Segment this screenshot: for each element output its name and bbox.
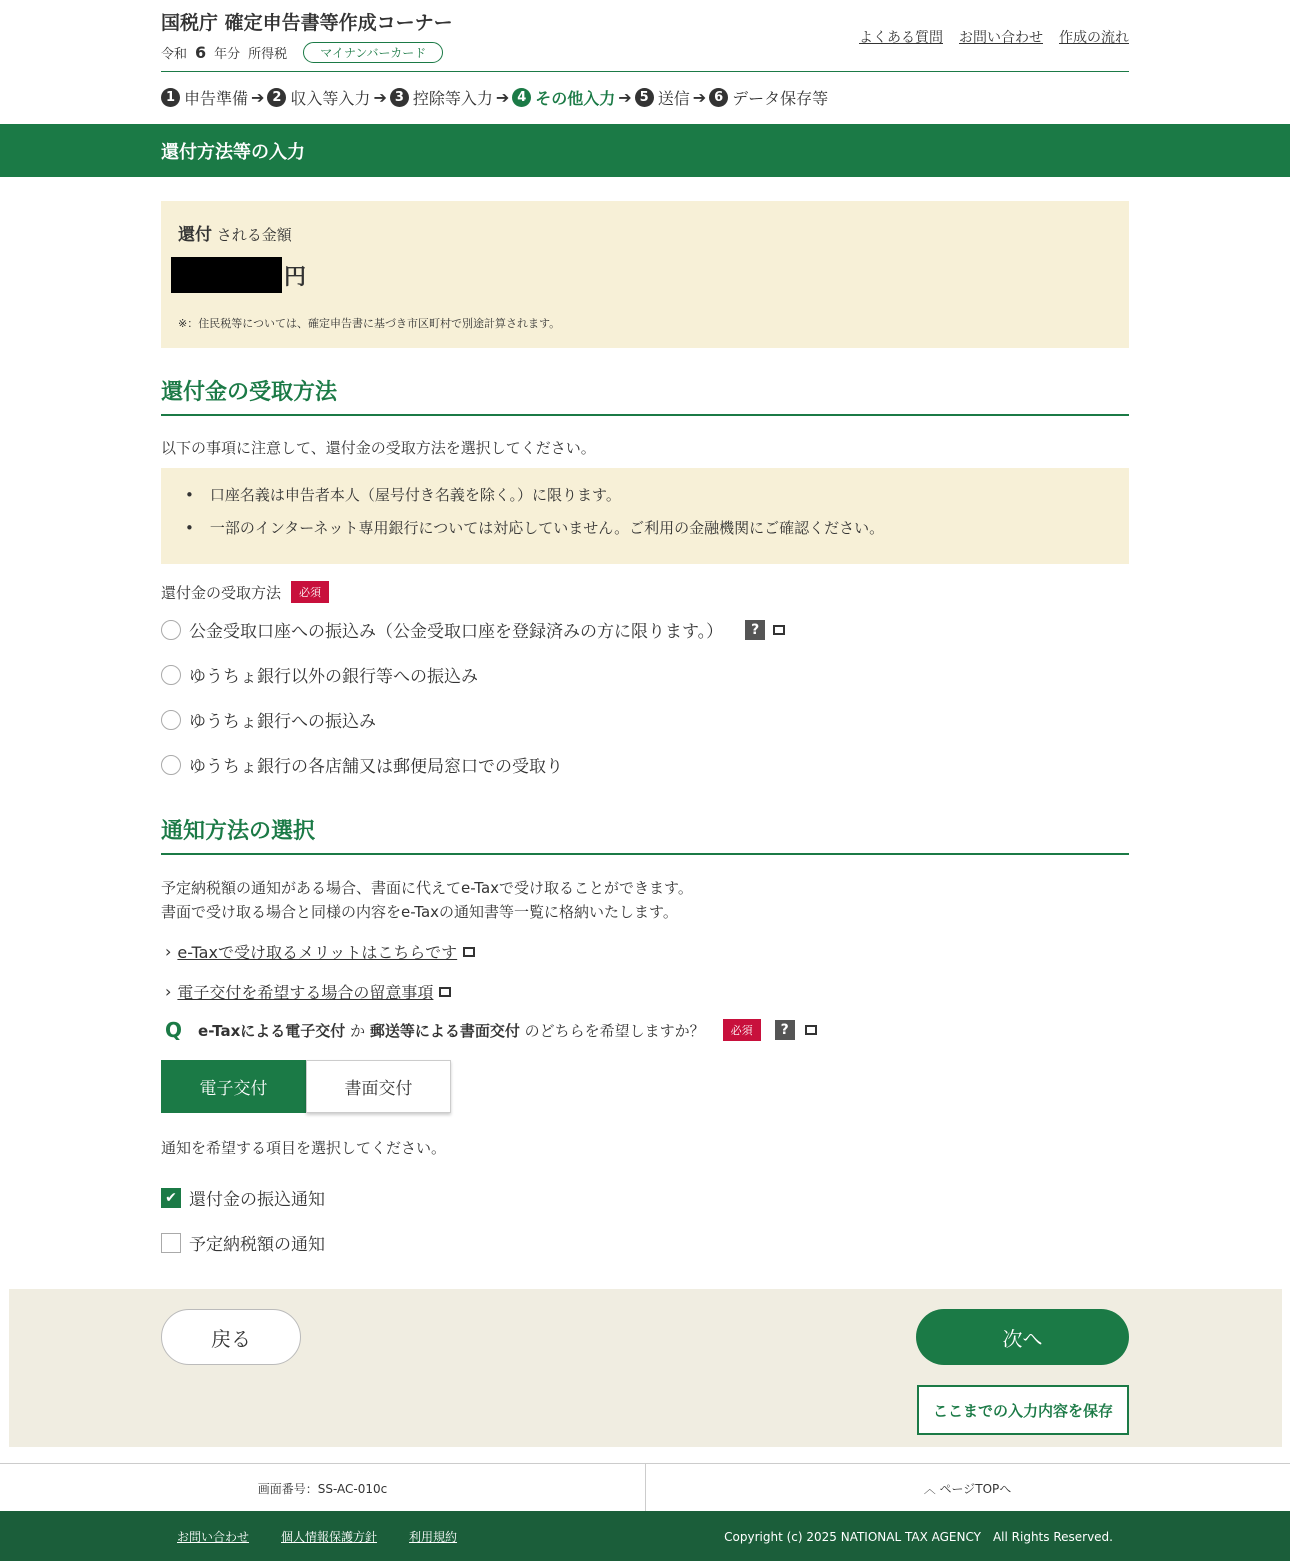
step-number: 4 [512,88,531,107]
step-label: 申告準備 [184,89,249,108]
receive-method-label [161,581,329,603]
checkbox-label: 還付金の振込通知 [189,1190,325,1210]
notice-item: • 一部のインターネット専用銀行については対応していません。ご利用の金融機関にご確認ください。 [185,517,1129,538]
step-4-current [512,86,615,109]
tax-year-line [161,42,443,63]
checkbox-checked[interactable]: ✔ [161,1188,181,1208]
page-title: 還付方法等の入力 [161,142,305,163]
delivery-toggle [161,1060,451,1113]
faq-link[interactable]: よくある質問 [859,30,943,46]
refund-amount [171,257,306,293]
header-links [859,27,1129,47]
question-tail: のどちらを希望しますか？ [519,1021,705,1040]
new-window-icon[interactable] [805,1025,817,1035]
arrow-right-icon: ➔ [618,88,632,107]
radio-button[interactable] [161,755,181,775]
page-top-link[interactable] [645,1480,1290,1497]
refund-label-rest: される金額 [212,226,292,244]
tax-type: 所得税 [248,47,288,62]
step-label: その他入力 [535,89,616,108]
radio-label: 公金受取口座への振込み（公金受取口座を登録済みの方に限ります。） [189,622,724,642]
arrow-right-icon: ➔ [251,88,265,107]
refund-note: ※：住民税等については、確定申告書に基づき市区町村で別途計算されます。 [178,317,561,330]
radio-label: ゆうちょ銀行の各店舗又は郵便局窓口での受取り [189,757,563,777]
step-6 [709,86,828,109]
refund-label-bold: 還付 [178,225,212,245]
radio-button[interactable] [161,620,181,640]
question-mark: Q [165,1018,183,1042]
receive-intro: 以下の事項に注意して、還付金の受取方法を選択してください。 [161,439,596,457]
refund-label [178,220,292,245]
step-5 [635,86,690,109]
step-number: 5 [635,88,654,107]
progress-steps [161,86,828,109]
footer-privacy-link[interactable]: 個人情報保護方針 [281,1530,378,1544]
footer-links [177,1528,457,1545]
radio-other-bank[interactable] [161,662,478,687]
screen-id: 画面番号：SS-AC-010c [257,1482,388,1496]
step-3 [390,86,493,109]
required-badge: 必須 [723,1019,761,1041]
receive-notice-box [161,468,1129,564]
arrow-right-icon: ➔ [373,88,387,107]
refund-amount-box [161,201,1129,348]
year-suffix: 年分 [214,47,241,62]
merit-link-row [165,940,475,963]
radio-yucho-transfer[interactable] [161,707,376,732]
radio-label: ゆうちょ銀行以外の銀行等への振込み [189,667,478,687]
checkbox-refund-notice[interactable] [161,1185,325,1210]
footer-contact-link[interactable]: お問い合わせ [177,1530,250,1544]
flow-link[interactable]: 作成の流れ [1059,30,1129,46]
chevron-up-icon: ︿ [923,1482,940,1496]
new-window-icon[interactable] [773,625,785,635]
mynumber-card-badge: マイナンバーカード [303,42,443,63]
question-text [198,1020,705,1041]
contact-link[interactable]: お問い合わせ [959,30,1043,46]
chevron-right-icon: › [165,942,172,961]
step-number: 3 [390,88,409,107]
step-number: 1 [161,88,180,107]
new-window-icon [439,987,451,997]
radio-yucho-counter[interactable] [161,752,563,777]
step-1 [161,86,248,109]
radio-public-account[interactable] [161,617,785,642]
required-badge: 必須 [291,581,329,603]
checkbox-prepayment-notice[interactable] [161,1230,325,1255]
checkbox-label: 予定納税額の通知 [189,1235,325,1255]
question-option-paper: 郵送等による書面交付 [369,1021,520,1040]
paper-delivery-button[interactable]: 書面交付 [306,1060,451,1113]
back-button[interactable]: 戻る [161,1309,301,1365]
radio-button[interactable] [161,710,181,730]
notify-method-heading: 通知方法の選択 [161,814,1129,855]
radio-button[interactable] [161,665,181,685]
new-window-icon [463,947,475,957]
notice-item: • 口座名義は申告者本人（屋号付き名義を除く。）に限ります。 [185,484,1129,505]
step-number: 2 [267,88,286,107]
step-label: 収入等入力 [290,89,371,108]
delivery-question [165,1018,817,1042]
copyright: Copyright (c) 2025 NATIONAL TAX AGENCY All Rights Reserved. [724,1530,1113,1544]
step-label: データ保存等 [732,89,829,108]
redacted-amount [171,257,282,293]
arrow-right-icon: ➔ [692,88,707,107]
next-button[interactable]: 次へ [916,1309,1129,1365]
step-label: 送信 [657,89,690,108]
save-progress-button[interactable]: ここまでの入力内容を保存 [917,1385,1129,1435]
page-title-banner [0,124,1290,177]
electronic-delivery-caution-link[interactable]: 電子交付を希望する場合の留意事項 [177,983,434,1002]
radio-label: ゆうちょ銀行への振込み [189,712,376,732]
notify-select-prompt: 通知を希望する項目を選択してください。 [161,1139,447,1157]
site-title: 国税庁 確定申告書等作成コーナー [161,12,453,34]
arrow-right-icon: ➔ [495,88,510,107]
year-value: 6 [195,43,207,62]
header-divider [161,71,1129,72]
question-option-electronic: e-Taxによる電子交付 [198,1021,346,1040]
step-number: 6 [709,88,728,107]
step-2 [267,86,370,109]
electronic-delivery-button[interactable]: 電子交付 [161,1060,306,1113]
page-top-label: ページTOPへ [939,1482,1012,1496]
site-footer [0,1511,1290,1561]
chevron-right-icon: › [165,982,172,1001]
help-icon[interactable]: ? [775,1020,795,1040]
question-connector: か [345,1021,370,1040]
currency-unit: 円 [284,264,307,290]
caution-link-row [165,980,451,1003]
checkbox-unchecked[interactable] [161,1233,181,1253]
screen-info-bar [0,1463,1290,1511]
etax-merit-link[interactable]: e-Taxで受け取るメリットはこちらです [177,943,458,962]
era-label: 令和 [161,47,188,62]
receive-method-heading: 還付金の受取方法 [161,375,1129,416]
step-label: 控除等入力 [412,89,493,108]
field-label-text: 還付金の受取方法 [161,583,282,602]
footer-terms-link[interactable]: 利用規約 [409,1530,458,1544]
notify-intro-2: 書面で受け取る場合と同様の内容をe-Taxの通知書等一覧に格納いたします。 [161,903,678,921]
help-icon[interactable]: ? [745,620,765,640]
notify-intro-1: 予定納税額の通知がある場合、書面に代えてe-Taxで受け取ることができます。 [161,879,693,897]
